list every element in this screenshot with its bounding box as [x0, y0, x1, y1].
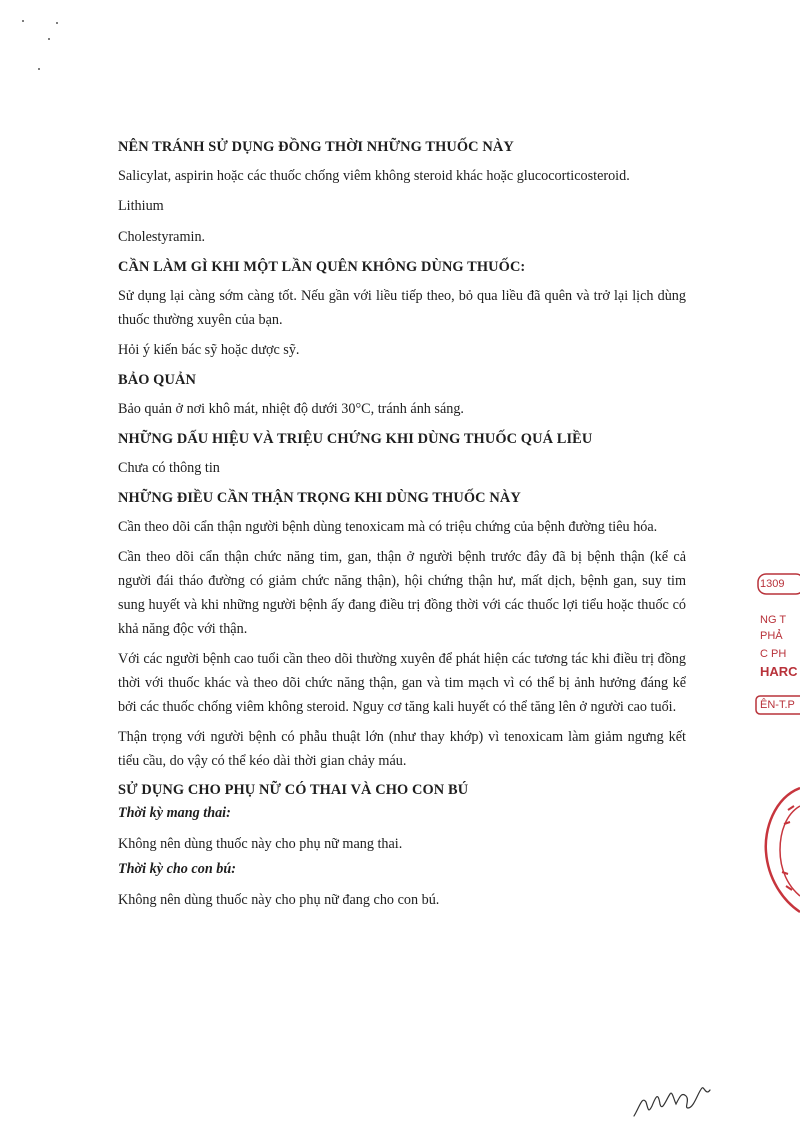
- paragraph: Không nên dùng thuốc này cho phụ nữ mang thai.: [118, 836, 403, 852]
- signature-icon: [632, 1078, 722, 1122]
- paragraph: Với các người bệnh cao tuổi cần theo dõi thường xuyên để phát hiện các tương tác khi điều trị đồng thời với thuốc khác và theo dõi chức năng thận, gan và tim mạch vì có thể bị ảnh hưởng đáng kể bởi các thuốc chống viêm không steroid. Nguy cơ tăng kali huyết có thể tăng lên ở người cao tuổi.: [118, 651, 686, 715]
- document-body: [118, 136, 686, 913]
- round-seal-icon: [760, 780, 800, 920]
- subsection-title-pregnancy: Thời kỳ mang thai:: [118, 805, 231, 821]
- paragraph: Salicylat, aspirin hoặc các thuốc chống viêm không steroid khác hoặc glucocorticosteroid.: [118, 168, 630, 184]
- scan-speck: [56, 22, 58, 24]
- stamp-line: NG T: [760, 614, 787, 626]
- paragraph: Cholestyramin.: [118, 229, 206, 245]
- section-heading-precautions: NHỮNG ĐIỀU CẦN THẬN TRỌNG KHI DÙNG THUỐC NÀY: [118, 490, 521, 506]
- scan-speck: [22, 20, 24, 22]
- paragraph: Cần theo dõi cẩn thận chức năng tim, gan, thận ở người bệnh trước đây đã bị bệnh thận (kể cả người đái tháo đường có giảm chức năng thận), hội chứng thận hư, mất dịch, bệnh gan, suy tim sung huyết và khi những người bệnh ấy đang điều trị đồng thời với các thuốc lợi tiểu hoặc thuốc có khả năng độc với thận.: [118, 549, 686, 637]
- subsection-title-lactation: Thời kỳ cho con bú:: [118, 861, 236, 877]
- section-heading-storage: BẢO QUẢN: [118, 372, 196, 388]
- paragraph: Hỏi ý kiến bác sỹ hoặc dược sỹ.: [118, 342, 300, 358]
- stamp-line: ÊN-T.P: [760, 699, 795, 711]
- paragraph: Sử dụng lại càng sớm càng tốt. Nếu gần với liều tiếp theo, bỏ qua liều đã quên và trở lại lịch dùng thuốc thường xuyên của bạn.: [118, 288, 686, 328]
- section-heading-avoid-combination: NÊN TRÁNH SỬ DỤNG ĐỒNG THỜI NHỮNG THUỐC NÀY: [118, 139, 514, 155]
- paragraph: Bảo quản ở nơi khô mát, nhiệt độ dưới 30°C, tránh ánh sáng.: [118, 401, 464, 417]
- company-stamp: [752, 570, 800, 720]
- scan-speck: [38, 68, 40, 70]
- stamp-outline-icon: [752, 570, 800, 720]
- paragraph: Không nên dùng thuốc này cho phụ nữ đang cho con bú.: [118, 892, 440, 908]
- section-heading-missed-dose: CẦN LÀM GÌ KHI MỘT LẦN QUÊN KHÔNG DÙNG THUỐC:: [118, 259, 526, 275]
- stamp-line: C PH: [760, 648, 787, 660]
- section-heading-pregnancy-lactation: SỬ DỤNG CHO PHỤ NỮ CÓ THAI VÀ CHO CON BÚ: [118, 782, 469, 798]
- paragraph: Lithium: [118, 198, 164, 214]
- stamp-line: PHẢ: [760, 630, 783, 642]
- scan-speck: [48, 38, 50, 40]
- stamp-line: 1309: [760, 578, 785, 590]
- section-heading-overdose: NHỮNG DẤU HIỆU VÀ TRIỆU CHỨNG KHI DÙNG THUỐC QUÁ LIỀU: [118, 431, 593, 447]
- paragraph: Chưa có thông tin: [118, 460, 220, 476]
- paragraph: Thận trọng với người bệnh có phẫu thuật lớn (như thay khớp) vì tenoxicam làm giảm ngưng kết tiểu cầu, do vậy có thể kéo dài thời gian chảy máu.: [118, 729, 686, 769]
- stamp-line: HARC: [760, 664, 798, 679]
- paragraph: Cần theo dõi cẩn thận người bệnh dùng tenoxicam mà có triệu chứng của bệnh đường tiêu hóa.: [118, 519, 658, 535]
